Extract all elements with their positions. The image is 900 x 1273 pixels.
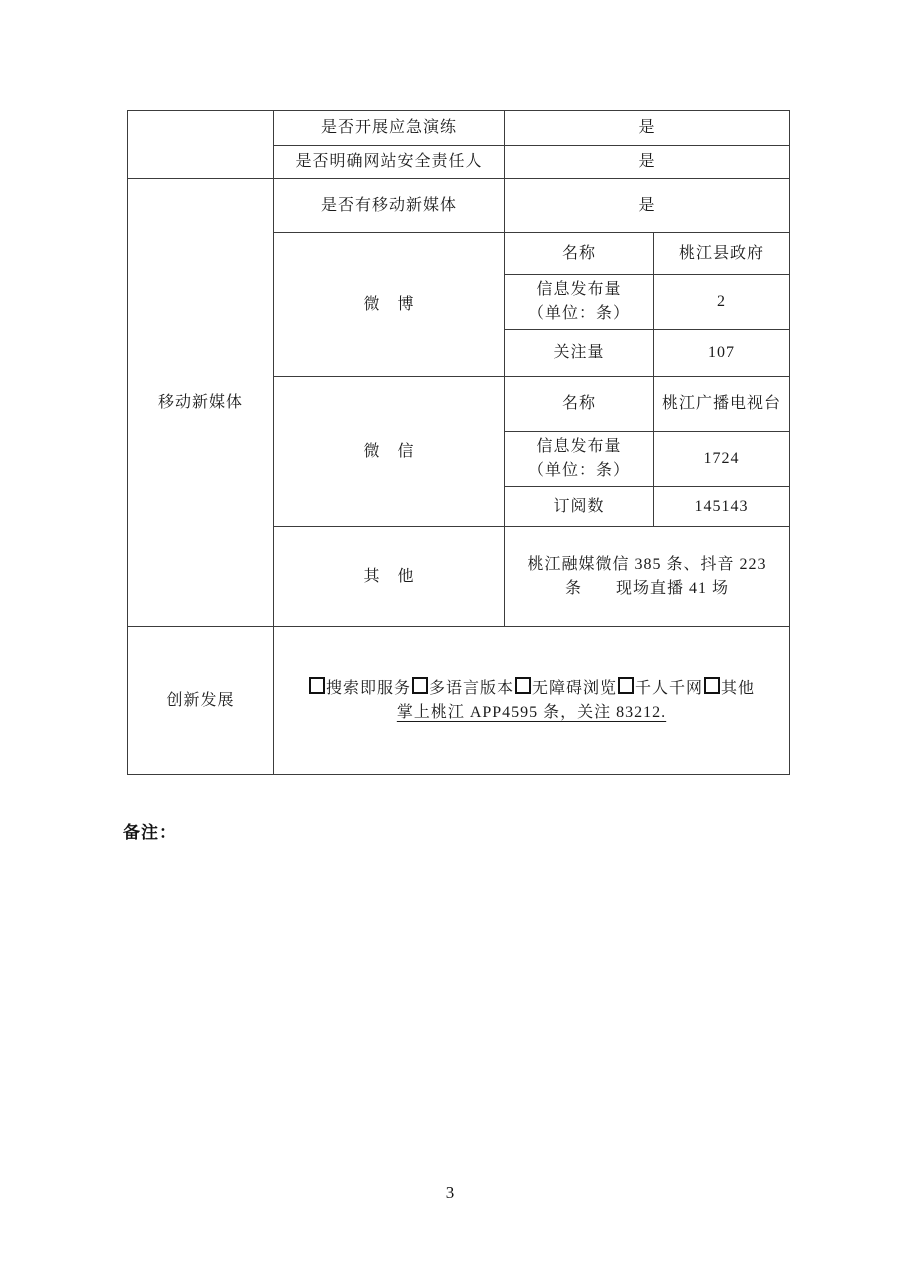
report-table: [127, 110, 790, 775]
checkbox-label-multilingual: 多语言版本: [428, 679, 514, 697]
label-weixin-posts-line2: （单位：条）: [527, 462, 630, 479]
label-security-officer: 是否明确网站安全责任人: [274, 146, 505, 179]
checkbox-label-search-service: 搜索即服务: [325, 679, 411, 697]
label-weibo-posts: [505, 275, 654, 330]
checkbox-icon-personalized: [618, 677, 634, 694]
value-other-media: [505, 527, 790, 627]
page-number: 3: [445, 1183, 455, 1202]
value-has-mobile-media: 是: [505, 179, 790, 233]
section-cell-innovation: 创新发展: [128, 627, 274, 775]
value-weibo-posts: 2: [654, 275, 790, 330]
label-weixin-subscribers: 订阅数: [505, 487, 654, 527]
label-other-media: 其 他: [274, 527, 505, 627]
label-weixin: 微 信: [274, 377, 505, 527]
checkbox-label-accessibility: 无障碍浏览: [532, 679, 618, 697]
label-weibo: 微 博: [274, 233, 505, 377]
notes-label: 备注：: [123, 823, 177, 842]
value-weixin-posts: 1724: [654, 432, 790, 487]
section-cell-empty: [128, 111, 274, 179]
label-has-mobile-media: 是否有移动新媒体: [274, 179, 505, 233]
label-weixin-name: 名称: [505, 377, 654, 432]
value-emergency-drill: 是: [505, 111, 790, 146]
label-weibo-followers: 关注量: [505, 330, 654, 377]
label-weibo-posts-line1: 信息发布量: [536, 281, 622, 298]
checkbox-icon-search-service: [309, 677, 325, 694]
checkbox-icon-multilingual: [412, 677, 428, 694]
label-weixin-posts-line1: 信息发布量: [536, 438, 622, 455]
value-weibo-followers: 107: [654, 330, 790, 377]
innovation-content-cell: [274, 627, 790, 775]
value-other-media-line2: 条 现场直播 41 场: [565, 579, 730, 597]
checkbox-icon-accessibility: [515, 677, 531, 694]
value-security-officer: 是: [505, 146, 790, 179]
checkbox-label-personalized: 千人千网: [635, 679, 704, 697]
value-weixin-subscribers: 145143: [654, 487, 790, 527]
value-weixin-name: 桃江广播电视台: [654, 377, 790, 432]
checkbox-icon-other: [704, 677, 720, 694]
innovation-detail-line: [280, 701, 783, 725]
value-weibo-name: 桃江县政府: [654, 233, 790, 275]
table-row: [128, 627, 790, 775]
value-other-media-line1: 桃江融媒微信 385 条、抖音 223: [527, 555, 767, 573]
label-emergency-drill: 是否开展应急演练: [274, 111, 505, 146]
label-weibo-posts-line2: （单位：条）: [527, 305, 630, 322]
section-cell-mobile-media: 移动新媒体: [128, 179, 274, 627]
label-weibo-name: 名称: [505, 233, 654, 275]
checkbox-label-other: 其他: [721, 679, 756, 697]
innovation-detail-text: 掌上桃江 APP4595 条，关注 83212.: [396, 703, 667, 721]
label-weixin-posts: [505, 432, 654, 487]
innovation-checkbox-line: [280, 677, 783, 701]
table-row: [128, 111, 790, 146]
table-row: [128, 179, 790, 233]
